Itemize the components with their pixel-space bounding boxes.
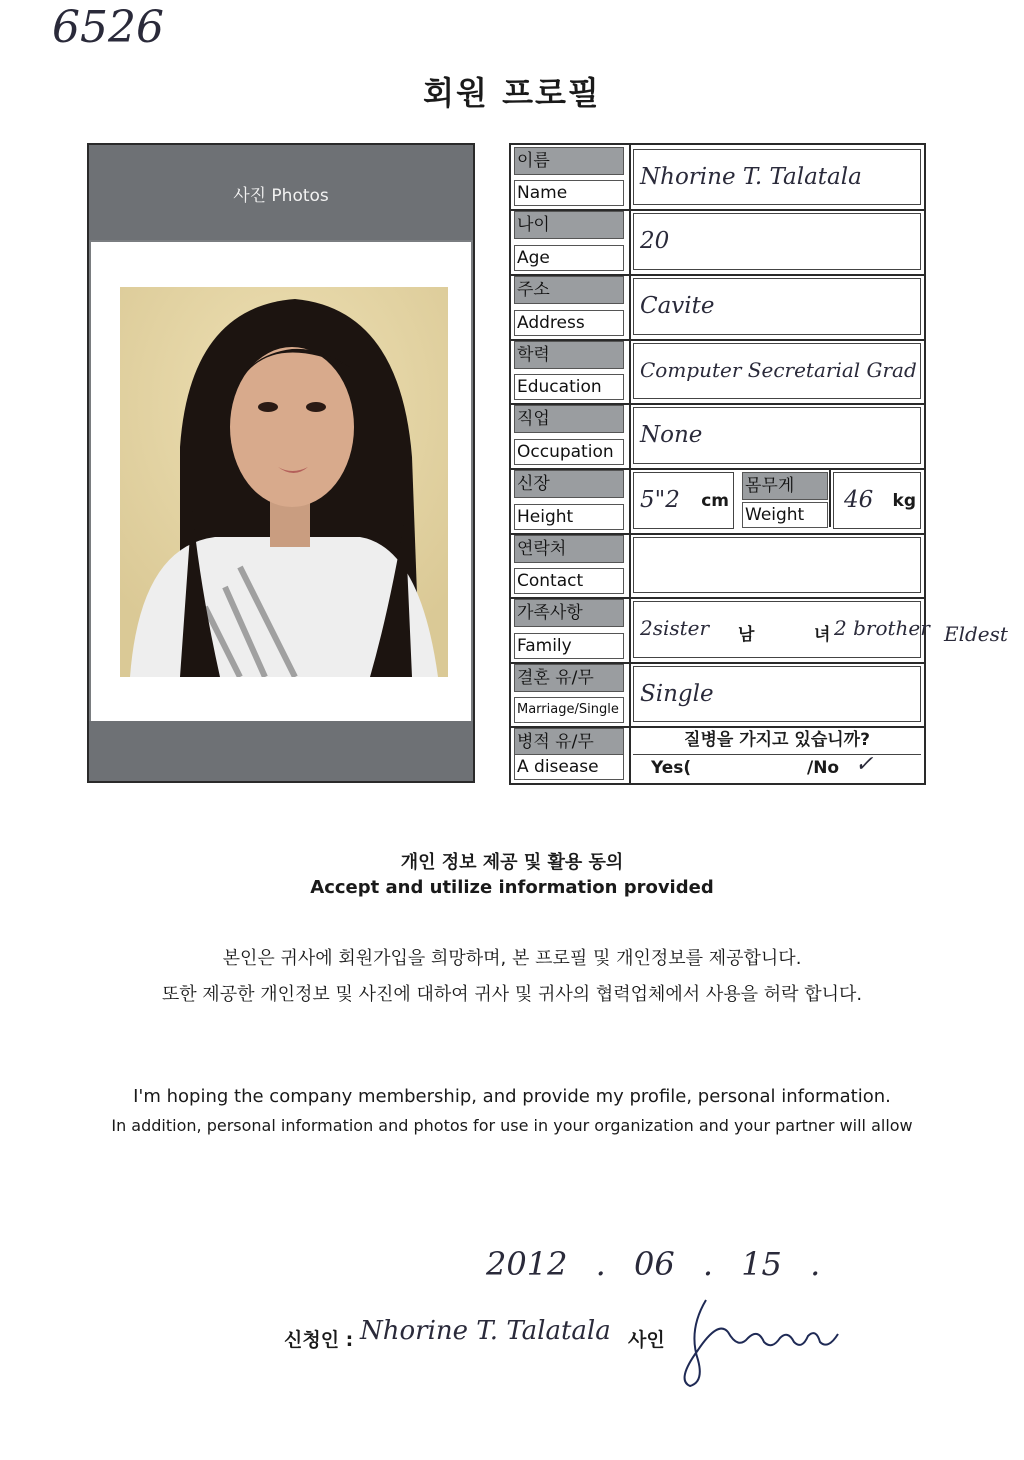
consent-heading-ko: 개인 정보 제공 및 활용 동의 [400, 852, 624, 873]
disease-yes-label: Yes( [651, 758, 692, 778]
label-en: Occupation [514, 439, 624, 465]
date-year: 2012 [486, 1245, 568, 1283]
label-en: Family [514, 633, 624, 659]
age-value: 20 [640, 228, 670, 254]
date-month: 06 [633, 1245, 675, 1283]
row-occupation [511, 403, 924, 470]
family-brothers-value: 2 brother [834, 616, 930, 640]
row-name [511, 145, 924, 211]
label-cell [511, 209, 631, 274]
signature-label: 사인 [628, 1329, 665, 1351]
label-en: Contact [514, 568, 624, 594]
label-ko: 직업 [514, 405, 624, 433]
family-value-box [633, 601, 1008, 658]
row-address [511, 274, 924, 341]
label-en: Name [514, 180, 624, 206]
contact-value-box [633, 537, 921, 593]
date-separator: . [702, 1245, 714, 1283]
row-disease [511, 726, 924, 783]
statement-en-2: In addition, personal information and photos for use in your organization and your partner will allow [111, 1116, 913, 1135]
name-value: Nhorine T. Talatala [640, 164, 862, 190]
height-value: 5"2 [640, 487, 680, 513]
name-value-box [633, 149, 921, 205]
statement-en-1: I'm hoping the company membership, and provide my profile, personal information. [133, 1086, 891, 1107]
label-en: Age [514, 245, 624, 271]
label-ko: 이름 [514, 147, 624, 175]
page-title: 회원 프로필 [423, 74, 601, 112]
label-cell [511, 726, 631, 783]
photo-header [89, 145, 473, 240]
label-ko: 가족사항 [514, 599, 624, 627]
photo-footer [89, 721, 473, 781]
photo-header-label: 사진 Photos [233, 186, 329, 206]
education-value: Computer Secretarial Grad [640, 358, 917, 382]
portrait-photo [120, 287, 448, 677]
date-separator: . [595, 1245, 606, 1283]
row-age [511, 209, 924, 276]
label-cell [511, 662, 631, 726]
height-unit: cm [701, 491, 729, 511]
profile-table [509, 143, 1008, 785]
row-education [511, 339, 924, 405]
label-cell [511, 403, 631, 468]
label-ko: 몸무게 [742, 472, 828, 500]
row-family [511, 597, 1008, 664]
label-ko: 결혼 유/무 [514, 664, 624, 692]
occupation-value: None [640, 422, 703, 448]
marriage-value: Single [640, 681, 714, 707]
label-en: Weight [742, 502, 828, 528]
disease-question: 질병을 가지고 있습니까? [633, 726, 921, 755]
label-en: Marriage/Single [514, 697, 624, 723]
applicant-name: Nhorine T. Talatala [360, 1316, 611, 1346]
photo-panel [87, 143, 475, 783]
consent-heading-en: Accept and utilize information provided [310, 877, 714, 898]
weight-value-box [833, 472, 921, 529]
disease-no-label: /No [807, 758, 840, 778]
label-cell [511, 597, 631, 662]
label-cell [511, 145, 631, 209]
weight-value: 46 [844, 487, 874, 513]
label-ko: 병적 유/무 [514, 728, 624, 756]
label-cell [511, 468, 631, 533]
label-ko: 학력 [514, 341, 624, 369]
label-cell [511, 533, 631, 597]
family-sisters-value: 2sister [640, 616, 710, 640]
family-note: Eldest [944, 622, 1008, 646]
weight-unit: kg [892, 491, 916, 511]
label-cell [511, 339, 631, 403]
address-value-box [633, 278, 921, 335]
weight-label-cell [739, 470, 831, 527]
label-ko: 신장 [514, 470, 624, 498]
document-number: 6526 [52, 2, 164, 53]
label-en: A disease [514, 754, 624, 780]
marriage-value-box [633, 666, 921, 722]
label-ko: 나이 [514, 211, 624, 239]
family-male-label: 남 [738, 625, 755, 645]
disease-check-mark: ✓ [855, 752, 874, 777]
label-ko: 주소 [514, 276, 624, 304]
row-contact [511, 533, 924, 599]
label-en: Address [514, 310, 624, 336]
date-separator: . [810, 1245, 821, 1283]
label-en: Education [514, 374, 624, 400]
row-height-weight [511, 468, 924, 535]
education-value-box [633, 343, 921, 399]
statement-ko-2: 또한 제공한 개인정보 및 사진에 대하여 귀사 및 귀사의 협력업체에서 사용을 허락 합니다. [161, 984, 863, 1005]
date-row [486, 1245, 838, 1283]
height-value-box [633, 472, 734, 529]
label-ko: 연락처 [514, 535, 624, 563]
label-cell [511, 274, 631, 339]
family-female-label: 녀 [814, 625, 831, 645]
row-marriage [511, 662, 924, 728]
address-value: Cavite [640, 293, 715, 319]
statement-ko-1: 본인은 귀사에 회원가입을 희망하며, 본 프로필 및 개인정보를 제공합니다. [222, 948, 802, 969]
signature-image [668, 1290, 848, 1390]
age-value-box [633, 213, 921, 270]
date-day: 15 [741, 1245, 782, 1283]
applicant-label: 신청인 : [284, 1329, 354, 1351]
label-en: Height [514, 504, 624, 530]
occupation-value-box [633, 407, 921, 464]
